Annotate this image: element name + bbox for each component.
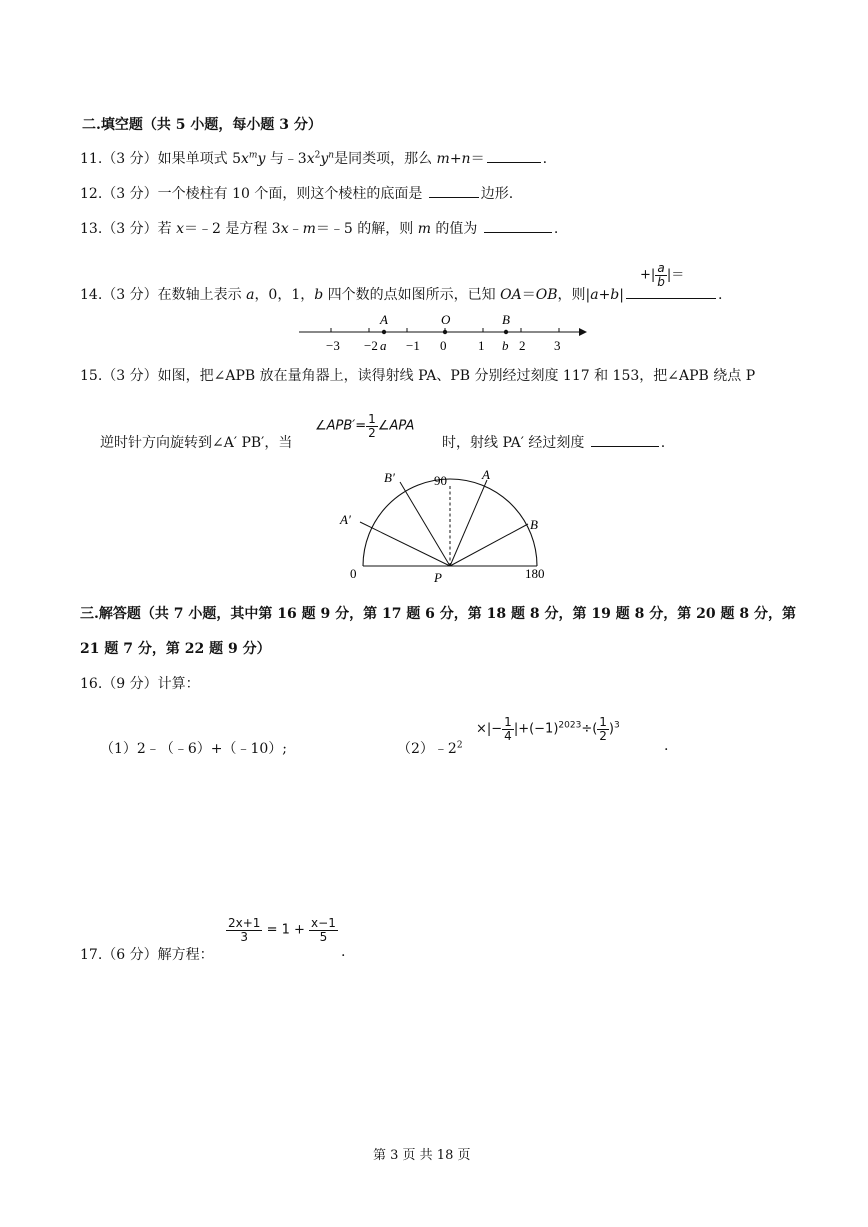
q11-score: （3 分） — [102, 151, 158, 167]
q12-number: 12. — [80, 186, 103, 202]
q17-end: . — [341, 944, 346, 960]
q16-frac-half: $\frac{1}{2}$ — [599, 715, 607, 743]
q14-number: 14. — [80, 287, 103, 303]
q11-text-b: 与﹣3 — [269, 151, 307, 167]
q13-text-b: ＝﹣2 是方程 3 — [183, 221, 281, 237]
tick-label: −1 — [406, 338, 420, 353]
q16-p2-close: ) — [608, 721, 614, 737]
label-B-prime: B′ — [384, 470, 395, 485]
label-180: 180 — [525, 566, 545, 581]
q15-answer-blank[interactable] — [591, 445, 659, 447]
tick-label: 1 — [478, 338, 485, 353]
label-B: B — [502, 312, 510, 327]
q16-score: （9 分） — [102, 676, 158, 692]
label-A: A — [482, 467, 490, 482]
q13-text-a: 若 — [157, 221, 177, 237]
q14-var-a: a — [246, 287, 255, 303]
number-line-figure — [295, 308, 595, 356]
q14-fraction-a-over-b: $\frac{a}{b}$ — [657, 261, 665, 289]
tick-label: 0 — [440, 338, 447, 353]
q11-mn: m+n — [436, 151, 471, 167]
question-12 — [80, 183, 513, 203]
q16-p2-exp: 2 — [456, 740, 463, 751]
q14-text-g: ，则| — [557, 287, 591, 303]
q11-var-y: y — [257, 151, 266, 167]
q11-answer-blank[interactable] — [487, 161, 541, 163]
q16-part2-label — [397, 738, 463, 758]
q14-eq: ＝ — [521, 287, 536, 303]
label-b: b — [502, 338, 509, 353]
q11-exp-m: m — [248, 150, 258, 161]
q16-p2-label: （2）﹣2 — [397, 741, 457, 757]
q16-p2-pow: 2023 — [558, 720, 582, 731]
label-A-prime: A′ — [340, 512, 351, 527]
q15-number: 15. — [80, 368, 103, 384]
label-P: P — [434, 570, 442, 585]
q15-condition — [315, 413, 414, 439]
q11-var-x2: x — [306, 151, 315, 167]
q14-score: （3 分） — [102, 287, 158, 303]
q16-frac-quarter: $\frac{1}{4}$ — [504, 715, 512, 743]
q11-text-c: 是同类项，那么 — [334, 151, 437, 167]
q16-part2-expression — [476, 716, 620, 742]
ray-pb — [450, 524, 528, 566]
q16-p2-cube: 3 — [614, 720, 620, 731]
q12-text: 一个棱柱有 10 个面，则这个棱柱的底面是 — [157, 186, 427, 202]
section-2-title: 二.填空题（共 5 小题，每小题 3 分） — [82, 117, 322, 133]
q14-var-b: b — [314, 287, 324, 303]
q11-eq: ＝ — [470, 151, 485, 167]
q13-text-e: 的值为 — [430, 221, 482, 237]
q17-equation — [226, 917, 338, 943]
q17-score: （6 分） — [102, 947, 158, 963]
ray-pa — [450, 480, 487, 566]
point-o-dot — [443, 330, 447, 334]
section-3-title-line2: 21 题 7 分，第 22 题 9 分） — [80, 641, 271, 657]
question-16 — [80, 673, 200, 693]
q14-text-c: 四个数的点如图所示，已知 — [323, 287, 501, 303]
tick-label: −2 — [364, 338, 378, 353]
q11-exp-2: 2 — [314, 150, 321, 161]
question-14 — [80, 284, 722, 304]
q15-line2-b — [442, 432, 665, 452]
q14-text-b: ，0，1， — [254, 287, 315, 303]
q15-score: （3 分） — [102, 368, 158, 384]
q13-end: . — [553, 221, 559, 237]
q15-cond-rhs: ∠APA — [377, 418, 415, 434]
q13-number: 13. — [80, 221, 103, 237]
q12-answer-blank[interactable] — [429, 196, 479, 198]
arrow-right-icon — [579, 328, 587, 336]
q14-ob: OB — [535, 287, 558, 303]
q11-var-y2: y — [320, 151, 329, 167]
q17-eq: = 1 + — [266, 922, 305, 938]
point-a-dot — [382, 330, 386, 334]
q17-lhs-fraction: $\frac{2x+1}{3}$ — [228, 916, 261, 944]
tick-label: 2 — [519, 338, 526, 353]
q11-exp-n: n — [328, 150, 335, 161]
q12-score: （3 分） — [102, 186, 158, 202]
q14-oa: OA — [500, 287, 522, 303]
question-15 — [80, 365, 755, 385]
q15-cond-lhs: ∠APB′= — [315, 418, 367, 434]
q13-score: （3 分） — [102, 221, 158, 237]
label-A: A — [380, 312, 388, 327]
q16-end: . — [664, 738, 669, 754]
tick-label: 3 — [554, 338, 561, 353]
q15-line2-a: 逆时针方向旋转到∠A′ PB′，当 — [100, 435, 293, 451]
q14-ab: a+b — [590, 287, 620, 303]
q17-number: 17. — [80, 947, 103, 963]
q11-text: 如果单项式 5 — [157, 151, 241, 167]
question-17 — [80, 944, 214, 964]
q11-var-x: x — [240, 151, 249, 167]
q15-half-fraction: $\frac{1}{2}$ — [368, 412, 376, 440]
q11-number: 11. — [80, 151, 103, 167]
q13-var-m2: m — [417, 221, 431, 237]
point-b-dot — [504, 330, 508, 334]
q17-text: 解方程： — [157, 947, 214, 963]
q16-number: 16. — [80, 676, 103, 692]
q14-end: . — [717, 287, 723, 303]
label-90: 90 — [434, 473, 447, 488]
q11-end: . — [542, 151, 548, 167]
q13-text-d: ＝﹣5 的解，则 — [315, 221, 418, 237]
q13-var-x: x — [176, 221, 184, 237]
label-B: B — [530, 517, 538, 532]
q16-p2-mid: |+(−1) — [513, 721, 559, 737]
label-0: 0 — [350, 566, 357, 581]
q15-end: . — [660, 435, 666, 451]
q15-line2-b-text: 时，射线 PA′ 经过刻度 — [442, 435, 589, 451]
q13-text-c: ﹣ — [288, 221, 303, 237]
q13-var-x2: x — [280, 221, 289, 237]
q14-text-a: 在数轴上表示 — [157, 287, 247, 303]
q13-answer-blank[interactable] — [484, 231, 552, 233]
q14-frac-suffix: |＝ — [666, 267, 685, 283]
q17-rhs-fraction: $\frac{x-1}{5}$ — [311, 916, 336, 944]
question-11 — [80, 148, 547, 168]
q14-frac-prefix: +| — [640, 267, 656, 283]
label-a: a — [380, 338, 387, 353]
label-O: O — [441, 312, 451, 327]
question-13 — [80, 218, 558, 238]
q16-p2-times: ×|− — [476, 721, 503, 737]
q14-abs-bar: | — [619, 287, 624, 303]
page-footer: 第 3 页 共 18 页 — [373, 1148, 471, 1163]
protractor-figure — [330, 462, 570, 590]
q16-text: 计算： — [157, 676, 200, 692]
q15-line1: 如图，把∠APB 放在量角器上，读得射线 PA、PB 分别经过刻度 117 和 153，把∠APB 绕点 P — [157, 368, 756, 384]
q14-answer-blank[interactable] — [626, 297, 716, 299]
q16-part1: （1）2﹣（﹣6）+（﹣10）; — [100, 741, 287, 757]
q13-var-m: m — [302, 221, 316, 237]
section-3-title-line1: 三.解答题（共 7 小题，其中第 16 题 9 分，第 17 题 6 分，第 18 题 8 分，第 19 题 8 分，第 20 题 8 分，第 — [80, 606, 796, 622]
q16-p2-div: ÷( — [581, 721, 598, 737]
q12-text-b: 边形. — [480, 186, 514, 202]
tick-label: −3 — [326, 338, 340, 353]
